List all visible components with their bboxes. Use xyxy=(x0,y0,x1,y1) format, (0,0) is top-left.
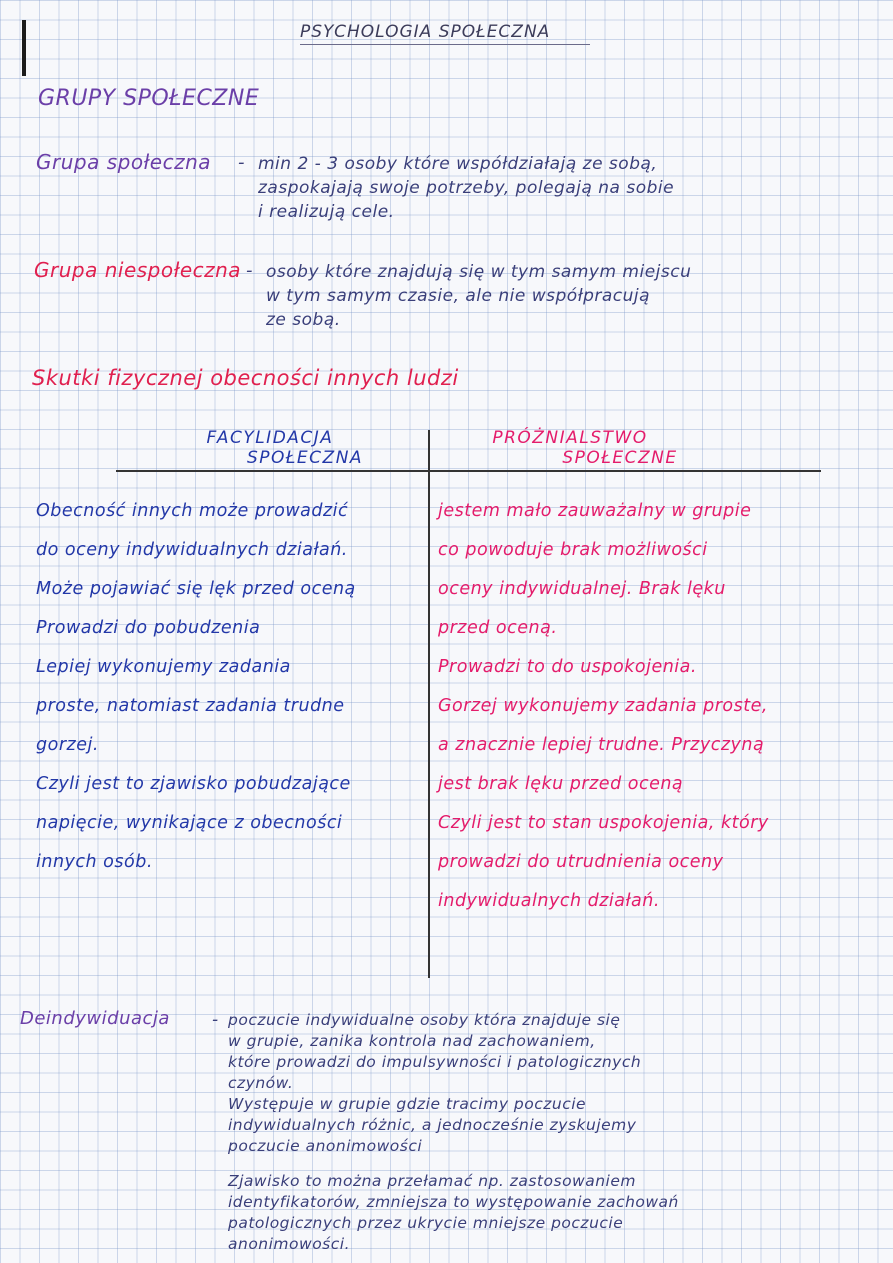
definition-line: osoby które znajdują się w tym samym miejscu xyxy=(266,262,692,282)
deindividuation-line: poczucie indywidualne osoby która znajduje się xyxy=(228,1011,621,1029)
definition-line: zaspokajają swoje potrzeby, polegają na sobie xyxy=(258,178,675,198)
deindividuation-line: czynów. xyxy=(228,1074,294,1092)
deindividuation-spacer xyxy=(228,1157,679,1171)
left-column-text xyxy=(36,492,356,882)
deindividuation-text xyxy=(228,1010,679,1255)
right-header-line: PRÓŻNIALSTWO xyxy=(492,428,648,448)
left-row: Obecność innych może prowadzić xyxy=(36,501,349,521)
right-row: przed oceną. xyxy=(438,618,558,638)
deindividuation-line: Występuje w grupie gdzie tracimy poczucie xyxy=(228,1095,587,1113)
definition-line: i realizują cele. xyxy=(258,202,395,222)
right-row: Gorzej wykonujemy zadania proste, xyxy=(438,696,768,716)
title-underline xyxy=(300,44,590,45)
definition-dash: - xyxy=(238,152,245,173)
deindividuation-line: w grupie, zanika kontrola nad zachowaniem, xyxy=(228,1032,596,1050)
left-row: gorzej. xyxy=(36,735,99,755)
left-row: Prowadzi do pobudzenia xyxy=(36,618,261,638)
left-row: Czyli jest to zjawisko pobudzające xyxy=(36,774,351,794)
definition-term-non-group: Grupa niespołeczna xyxy=(34,258,242,282)
deindividuation-line: patologicznych przez ukrycie mniejsze poczucie xyxy=(228,1214,624,1232)
deindividuation-line: identyfikatorów, zmniejsza to występowanie zachowań xyxy=(228,1193,679,1211)
page-title: PSYCHOLOGIA SPOŁECZNA xyxy=(300,22,551,42)
effects-heading: Skutki fizycznej obecności innych ludzi xyxy=(32,366,459,390)
definition-line: ze sobą. xyxy=(266,310,341,330)
definition-term-group: Grupa społeczna xyxy=(36,150,212,174)
right-row: Czyli jest to stan uspokojenia, który xyxy=(438,813,769,833)
left-row: innych osób. xyxy=(36,852,153,872)
right-column-header xyxy=(440,428,700,468)
left-column-header xyxy=(150,428,390,468)
left-header-line: SPOŁECZNA xyxy=(246,448,364,468)
definition-line: w tym samym czasie, ale nie współpracują xyxy=(266,286,651,306)
right-row: jest brak lęku przed oceną xyxy=(438,774,684,794)
table-horizontal-rule xyxy=(116,470,821,472)
left-row: proste, natomiast zadania trudne xyxy=(36,696,345,716)
right-row: co powoduje brak możliwości xyxy=(438,540,708,560)
right-header-line: SPOŁECZNE xyxy=(562,448,678,468)
deindividuation-term: Deindywiduacja xyxy=(20,1008,170,1029)
left-row: do oceny indywidualnych działań. xyxy=(36,540,348,560)
left-header-line: FACYLIDACJA xyxy=(206,428,334,448)
right-row: jestem mało zauważalny w grupie xyxy=(438,501,752,521)
right-row: prowadzi do utrudnienia oceny xyxy=(438,852,724,872)
deindividuation-line: Zjawisko to można przełamać np. zastosowaniem xyxy=(228,1172,636,1190)
right-row: a znacznie lepiej trudne. Przyczyną xyxy=(438,735,765,755)
left-row: Lepiej wykonujemy zadania xyxy=(36,657,291,677)
definition-dash: - xyxy=(212,1010,219,1030)
right-row: indywidualnych działań. xyxy=(438,891,660,911)
right-row: oceny indywidualnej. Brak lęku xyxy=(438,579,726,599)
deindividuation-line: anonimowości. xyxy=(228,1235,351,1253)
right-row: Prowadzi to do uspokojenia. xyxy=(438,657,697,677)
definition-line: min 2 - 3 osoby które współdziałają ze sobą, xyxy=(258,154,658,174)
table-vertical-rule xyxy=(428,430,430,978)
right-column-text xyxy=(438,492,769,921)
left-row: Może pojawiać się lęk przed oceną xyxy=(36,579,356,599)
left-row: napięcie, wynikające z obecności xyxy=(36,813,343,833)
margin-mark xyxy=(22,20,26,76)
deindividuation-line: które prowadzi do impulsywności i patologicznych xyxy=(228,1053,642,1071)
definition-dash: - xyxy=(246,260,253,281)
deindividuation-line: indywidualnych różnic, a jednocześnie zyskujemy xyxy=(228,1116,637,1134)
deindividuation-line: poczucie anonimowości xyxy=(228,1137,423,1155)
section-title: GRUPY SPOŁECZNE xyxy=(38,86,260,111)
